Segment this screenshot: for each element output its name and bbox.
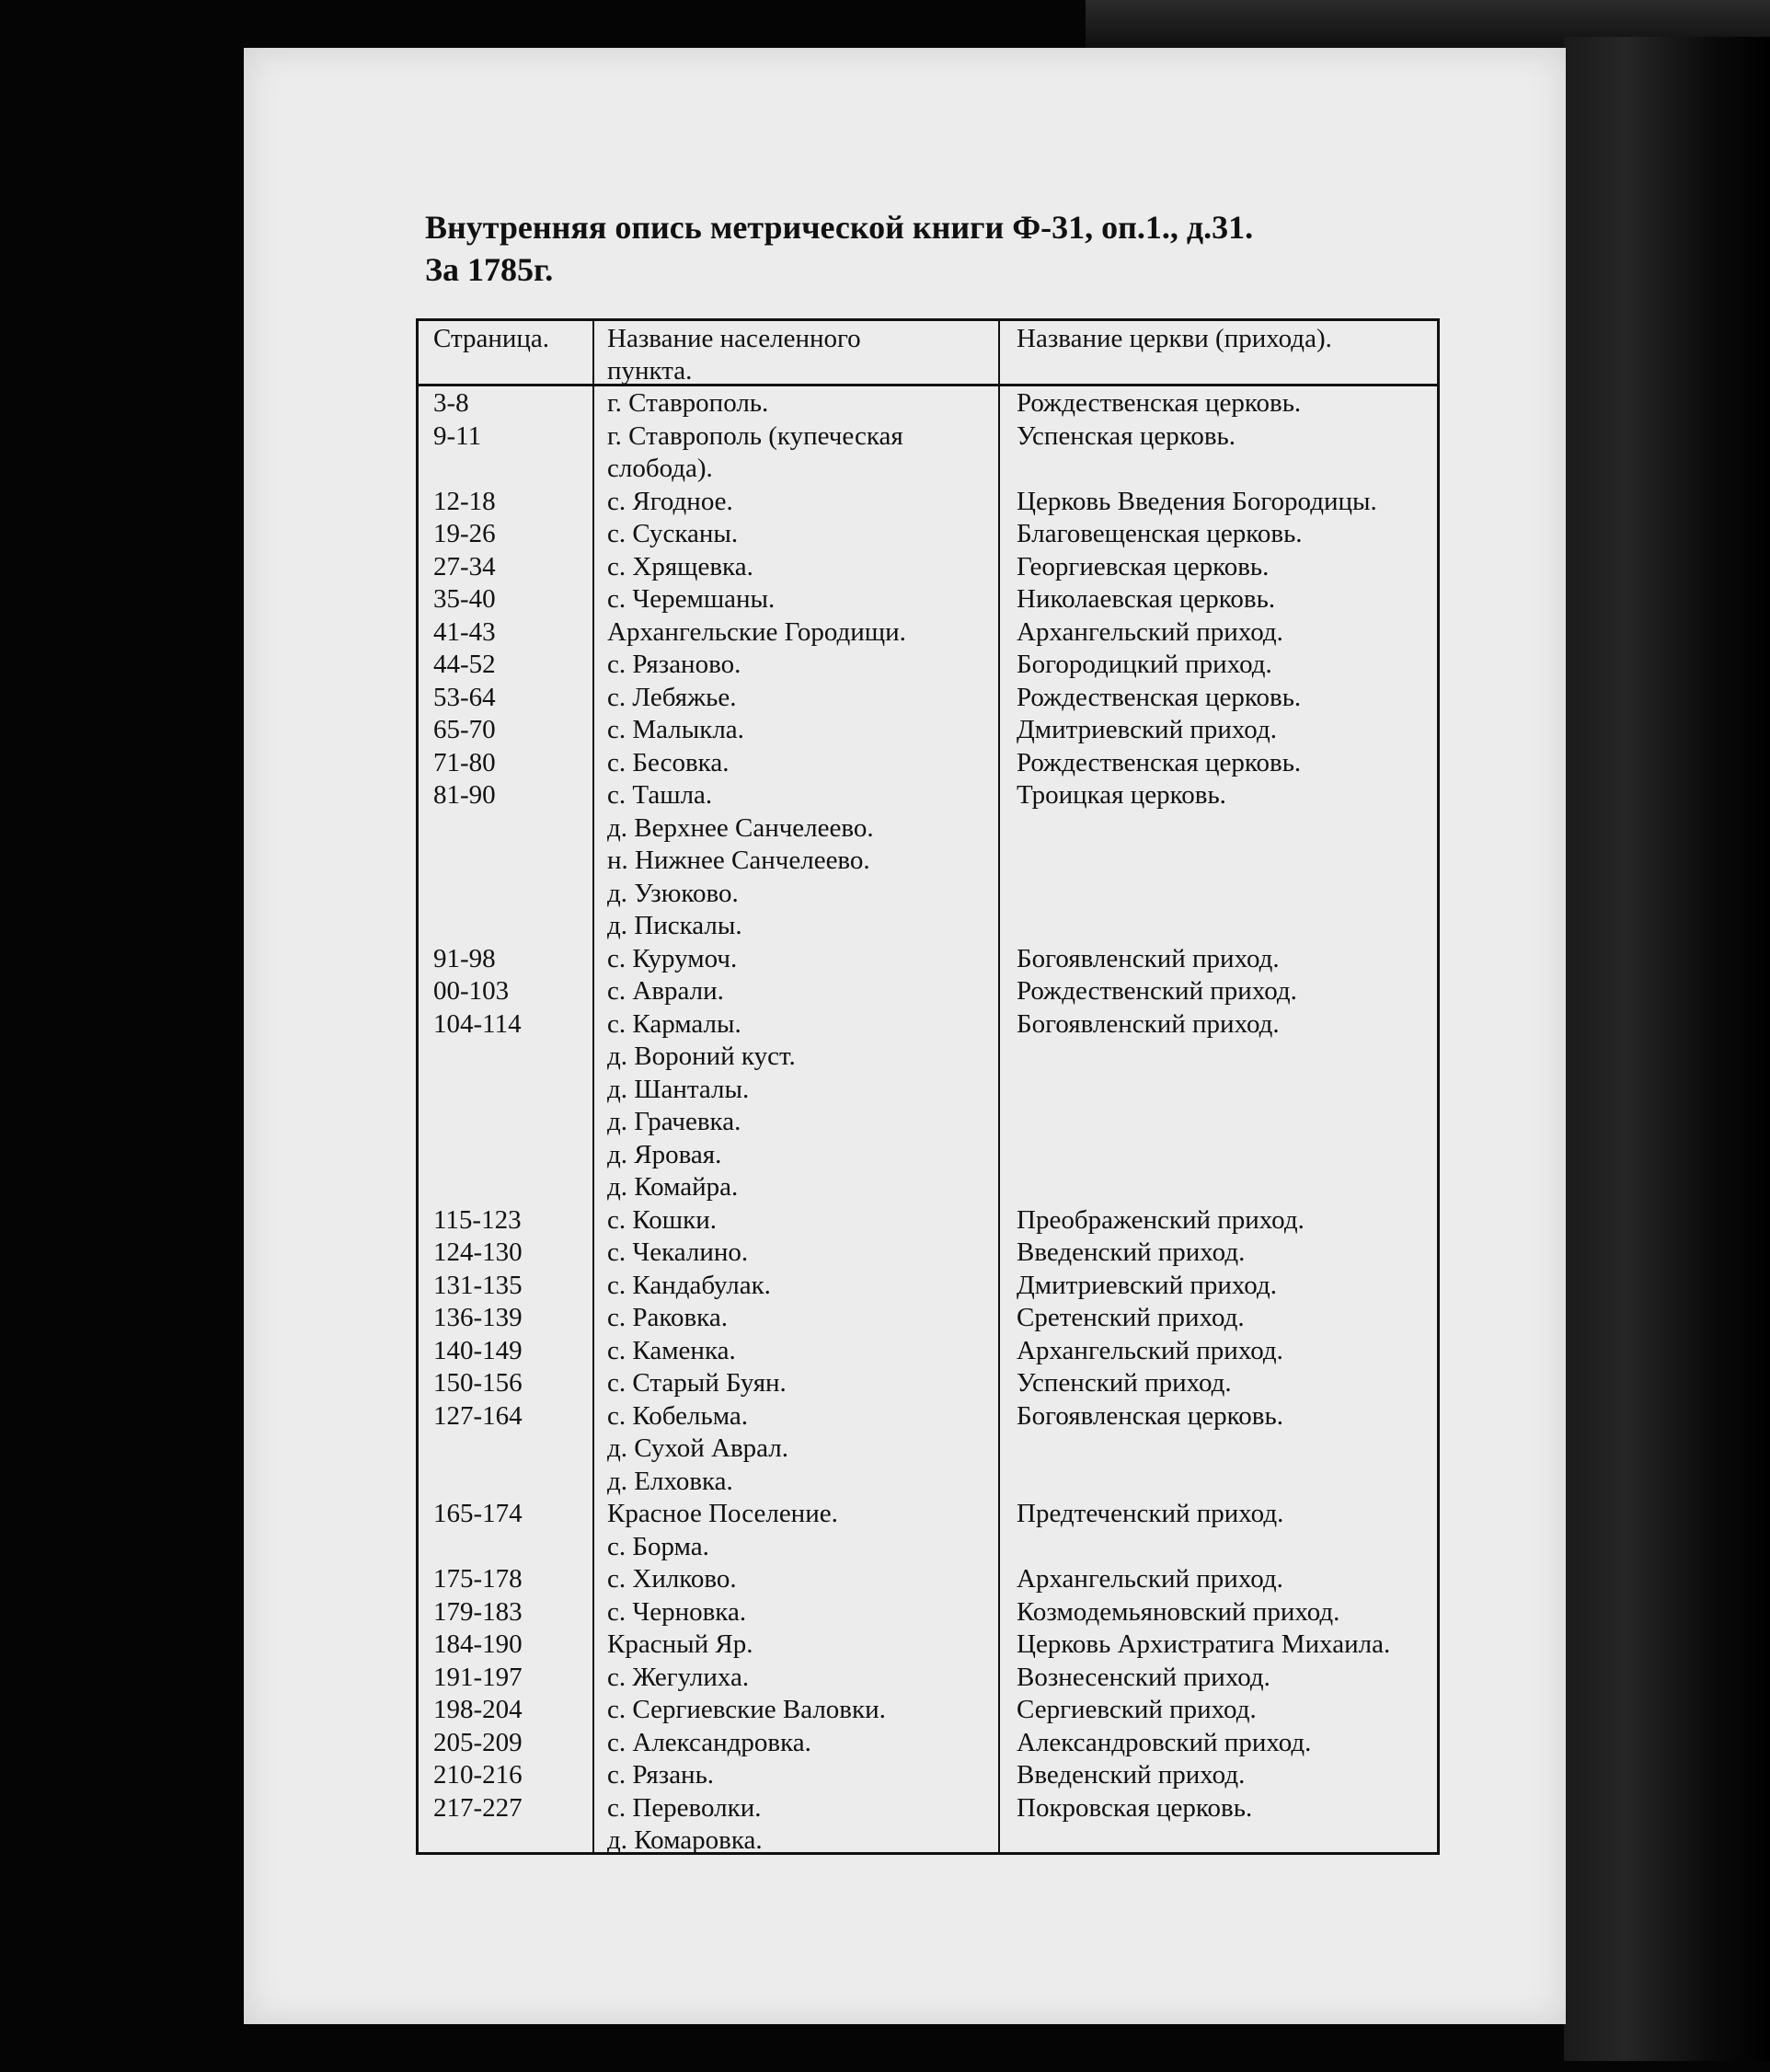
table-row (419, 453, 1437, 485)
page-cell: 131-135 (433, 1270, 523, 1300)
page-cell: 104-114 (433, 1008, 522, 1039)
settlement-cell: с. Раковка. (607, 1303, 728, 1332)
document-title (425, 206, 1529, 291)
table-row (419, 975, 1437, 1007)
church-cell: Сергиевский приход. (1017, 1695, 1257, 1724)
church-cell: Богоявленский приход. (1017, 943, 1280, 973)
title-line-2: За 1785г. (425, 251, 554, 288)
page-cell: 136-139 (433, 1303, 523, 1332)
table-row (419, 943, 1437, 975)
page-cell: 179-183 (433, 1596, 523, 1627)
table-row (419, 1531, 1437, 1563)
church-cell: Богоявленская церковь. (1017, 1400, 1283, 1431)
settlement-cell: г. Ставрополь (купеческая (607, 420, 903, 451)
church-cell: Дмитриевский приход. (1017, 715, 1277, 744)
church-cell: Церковь Архистратига Михаила. (1017, 1629, 1391, 1659)
settlement-cell: д. Комаровка. (607, 1825, 763, 1855)
settlement-cell: с. Хилково. (607, 1564, 737, 1594)
table-row (419, 1367, 1437, 1399)
page-cell: 191-197 (433, 1662, 523, 1692)
table-row (419, 1596, 1437, 1629)
header-page: Страница. (433, 324, 550, 353)
page-cell: 71-80 (433, 747, 496, 777)
table-row (419, 616, 1437, 649)
church-cell: Николаевская церковь. (1017, 584, 1276, 614)
settlement-cell: с. Кобельма. (607, 1400, 748, 1431)
table-row (419, 583, 1437, 616)
table-row (419, 387, 1437, 420)
church-cell: Архангельский приход. (1017, 1335, 1283, 1365)
church-cell: Сретенский приход. (1017, 1303, 1245, 1332)
church-cell: Архангельский приход. (1017, 1564, 1283, 1594)
table-row (419, 1008, 1437, 1041)
page-cell: 3-8 (433, 388, 469, 418)
table-row (419, 682, 1437, 714)
table-row (419, 1041, 1437, 1073)
church-cell: Рождественская церковь. (1017, 747, 1302, 777)
settlement-cell: с. Бесовка. (607, 747, 730, 777)
settlement-cell: д. Шанталы. (607, 1074, 750, 1104)
church-cell: Предтеченский приход. (1017, 1499, 1284, 1528)
page-cell: 53-64 (433, 682, 496, 712)
settlement-cell: н. Нижнее Санчелеево. (607, 846, 870, 875)
settlement-cell: с. Рязаново. (607, 650, 741, 679)
church-cell: Георгиевская церковь. (1017, 551, 1270, 581)
church-cell: Козмодемьяновский приход. (1017, 1596, 1340, 1627)
table-row (419, 1759, 1437, 1791)
table-row (419, 1466, 1437, 1498)
table-row (419, 1270, 1437, 1302)
page-cell: 91-98 (433, 943, 496, 973)
page-cell: 217-227 (433, 1792, 523, 1823)
church-cell: Богоявленский приход. (1017, 1008, 1280, 1039)
page-cell: 205-209 (433, 1727, 523, 1757)
settlement-cell: Красное Поселение. (607, 1499, 838, 1528)
settlement-cell: с. Аврали. (607, 976, 724, 1006)
page-cell: 44-52 (433, 650, 496, 679)
header-church: Название церкви (прихода). (1017, 324, 1332, 353)
settlement-cell: с. Хрящевка. (607, 551, 753, 581)
page-cell: 127-164 (433, 1400, 523, 1431)
page-cell: 12-18 (433, 486, 496, 516)
page-cell: 115-123 (433, 1204, 522, 1235)
settlement-cell: с. Жегулиха. (607, 1662, 750, 1692)
church-cell: Введенский приход. (1017, 1760, 1246, 1790)
settlement-cell: с. Черемшаны. (607, 584, 776, 614)
page-cell: 00-103 (433, 976, 510, 1006)
settlement-cell: с. Александровка. (607, 1727, 811, 1757)
church-cell: Введенский приход. (1017, 1237, 1246, 1267)
church-cell: Дмитриевский приход. (1017, 1270, 1277, 1300)
table-row (419, 1498, 1437, 1530)
settlement-cell: с. Борма. (607, 1531, 709, 1561)
table-row (419, 1335, 1437, 1367)
page-cell: 198-204 (433, 1695, 523, 1724)
table-row (419, 1139, 1437, 1171)
table-header (419, 321, 1437, 386)
settlement-cell: с. Кармалы. (607, 1008, 741, 1039)
page-cell: 65-70 (433, 715, 496, 744)
church-cell: Рождественский приход. (1017, 976, 1297, 1006)
table-row (419, 420, 1437, 453)
church-cell: Вознесенский приход. (1017, 1662, 1270, 1692)
settlement-cell: слобода). (607, 454, 713, 483)
settlement-cell: с. Ташла. (607, 780, 713, 810)
table-row (419, 518, 1437, 550)
settlement-cell: д. Пискалы. (607, 911, 742, 940)
settlement-cell: Архангельские Городищи. (607, 616, 906, 647)
table-row (419, 1171, 1437, 1203)
table-row (419, 1400, 1437, 1433)
page-cell: 9-11 (433, 420, 482, 451)
church-cell: Богородицкий приход. (1017, 650, 1272, 679)
settlement-cell: с. Лебяжье. (607, 682, 737, 712)
settlement-cell: д. Елховка. (607, 1466, 733, 1496)
table-row (419, 1662, 1437, 1694)
table-row (419, 779, 1437, 812)
settlement-cell: с. Ягодное. (607, 486, 733, 516)
header-settlement-line-1: Название населенного (607, 324, 861, 353)
church-cell: Александровский приход. (1017, 1727, 1312, 1757)
table-row (419, 1563, 1437, 1595)
church-cell: Успенский приход. (1017, 1368, 1232, 1398)
header-settlement (607, 323, 861, 387)
settlement-cell: с. Малыкла. (607, 715, 744, 744)
church-cell: Покровская церковь. (1017, 1792, 1253, 1823)
table-row (419, 486, 1437, 518)
church-cell: Рождественская церковь. (1017, 388, 1302, 418)
settlement-cell: с. Кошки. (607, 1204, 717, 1235)
page-cell: 41-43 (433, 616, 496, 647)
settlement-cell: с. Сергиевские Валовки. (607, 1695, 886, 1724)
table-row (419, 551, 1437, 583)
page-cell: 81-90 (433, 780, 496, 810)
settlement-cell: д. Верхнее Санчелеево. (607, 812, 874, 843)
church-cell: Троицкая церковь. (1017, 780, 1226, 810)
page-cell: 27-34 (433, 551, 496, 581)
settlement-cell: с. Черновка. (607, 1596, 747, 1627)
page-cell: 165-174 (433, 1499, 523, 1528)
table-row (419, 878, 1437, 910)
table-row (419, 1727, 1437, 1759)
settlement-cell: с. Кандабулак. (607, 1270, 771, 1300)
settlement-cell: д. Узюково. (607, 878, 739, 908)
settlement-cell: с. Старый Буян. (607, 1368, 787, 1398)
settlement-cell: с. Сусканы. (607, 519, 739, 548)
table-row (419, 1302, 1437, 1334)
settlement-cell: д. Вороний куст. (607, 1042, 796, 1071)
table-row (419, 812, 1437, 845)
table-row (419, 649, 1437, 681)
table-row (419, 1074, 1437, 1106)
church-cell: Церковь Введения Богородицы. (1017, 486, 1377, 516)
settlement-cell: д. Сухой Аврал. (607, 1433, 789, 1463)
page-cell: 124-130 (433, 1237, 523, 1267)
table-row (419, 1825, 1437, 1857)
settlement-cell: д. Комайра. (607, 1172, 739, 1202)
table-row (419, 747, 1437, 779)
title-line-1: Внутренняя опись метрической книги Ф-31, оп.1., д.31. (425, 209, 1254, 246)
inventory-table (416, 318, 1440, 1855)
background-book-edge (1564, 37, 1770, 2061)
table-row (419, 845, 1437, 877)
table-row (419, 1237, 1437, 1269)
table-row (419, 1629, 1437, 1661)
church-cell: Благовещенская церковь. (1017, 519, 1303, 548)
settlement-cell: г. Ставрополь. (607, 388, 769, 418)
page-cell: 19-26 (433, 519, 496, 548)
table-row (419, 1694, 1437, 1726)
page-cell: 35-40 (433, 584, 496, 614)
table-row (419, 1204, 1437, 1237)
page-cell: 210-216 (433, 1760, 523, 1790)
table-row (419, 910, 1437, 942)
church-cell: Преображенский приход. (1017, 1204, 1305, 1235)
settlement-cell: д. Грачевка. (607, 1107, 741, 1136)
table-row (419, 1433, 1437, 1465)
settlement-cell: с. Курумоч. (607, 943, 738, 973)
table-row (419, 1106, 1437, 1138)
header-settlement-line-2: пункта. (607, 356, 693, 386)
settlement-cell: с. Чекалино. (607, 1237, 749, 1267)
church-cell: Архангельский приход. (1017, 616, 1283, 647)
settlement-cell: с. Рязань. (607, 1760, 715, 1790)
settlement-cell: с. Каменка. (607, 1335, 736, 1365)
page-cell: 175-178 (433, 1564, 523, 1594)
church-cell: Рождественская церковь. (1017, 682, 1302, 712)
church-cell: Успенская церковь. (1017, 420, 1236, 451)
settlement-cell: Красный Яр. (607, 1629, 753, 1659)
table-row (419, 1792, 1437, 1825)
page-cell: 184-190 (433, 1629, 523, 1659)
settlement-cell: с. Переволки. (607, 1792, 762, 1823)
page-cell: 150-156 (433, 1368, 523, 1398)
page-cell: 140-149 (433, 1335, 523, 1365)
table-row (419, 714, 1437, 746)
settlement-cell: д. Яровая. (607, 1139, 722, 1169)
